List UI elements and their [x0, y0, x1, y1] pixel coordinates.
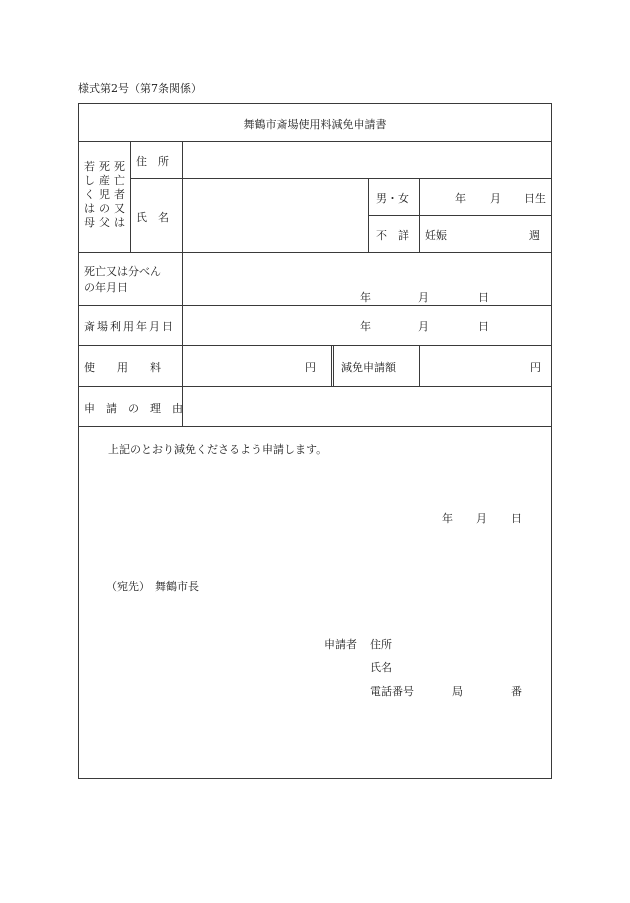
divider — [78, 426, 552, 427]
deceased-label-col — [82, 160, 97, 230]
form-number: 様式第2号（第7条関係） — [78, 82, 202, 95]
deceased-label-char: 又 — [114, 202, 125, 215]
usage-date-label: 斎場利用年月日 — [84, 320, 175, 333]
divider — [78, 386, 552, 387]
addressee: 舞鶴市長 — [155, 580, 199, 593]
deceased-label-char: 若 — [84, 160, 95, 173]
address-label: 住 所 — [136, 155, 169, 168]
divider — [78, 305, 552, 306]
deceased-label-col — [112, 160, 127, 230]
divider — [368, 215, 552, 216]
divider — [78, 345, 552, 346]
death-day: 日 — [478, 291, 489, 304]
applicant-address-label: 住所 — [370, 638, 392, 651]
declaration-month: 月 — [476, 512, 487, 525]
birth-day: 日生 — [524, 192, 546, 205]
deceased-label-char: は — [114, 216, 125, 229]
declaration-statement: 上記のとおり減免くださるよう申請します。 — [108, 443, 328, 456]
divider — [331, 345, 332, 386]
death-month: 月 — [418, 291, 429, 304]
form-title: 舞鶴市斎場使用料減免申請書 — [243, 118, 387, 131]
reduction-unit: 円 — [530, 361, 541, 374]
phone-exchange-label: 局 — [452, 685, 463, 698]
divider — [78, 141, 552, 142]
divider — [419, 178, 420, 252]
unknown-label: 不 詳 — [376, 229, 409, 242]
declaration-year: 年 — [442, 512, 453, 525]
deceased-label-col — [97, 160, 112, 230]
divider — [130, 178, 552, 179]
divider — [368, 178, 369, 252]
deceased-label-char: 産 — [99, 174, 110, 187]
divider — [333, 345, 334, 386]
deceased-label-char: 亡 — [114, 174, 125, 187]
phone-number-label: 番 — [511, 685, 522, 698]
divider — [130, 141, 131, 252]
sex-label: 男・女 — [376, 192, 409, 205]
fee-unit: 円 — [305, 361, 316, 374]
death-date-label: 死亡又は分べん — [84, 265, 161, 278]
deceased-label-char: し — [84, 174, 95, 187]
deceased-label-char: は — [84, 202, 95, 215]
deceased-label-char: 父 — [99, 216, 110, 229]
fee-label: 使 用 料 — [84, 361, 161, 374]
applicant-phone-label: 電話番号 — [370, 685, 414, 698]
weeks-label: 週 — [529, 229, 540, 242]
deceased-label-char: の — [99, 202, 110, 215]
deceased-group-label — [83, 160, 127, 235]
divider — [182, 141, 183, 426]
deceased-label-char: 母 — [84, 216, 95, 229]
addressee-prefix: （宛先） — [106, 580, 150, 593]
death-year: 年 — [360, 291, 371, 304]
divider — [419, 345, 420, 386]
deceased-label-char: 死 — [99, 160, 110, 173]
name-label: 氏 名 — [136, 211, 169, 224]
birth-month: 月 — [490, 192, 501, 205]
applicant-name-label: 氏名 — [370, 661, 392, 674]
death-date-label-2: の年月日 — [84, 281, 128, 294]
usage-month: 月 — [418, 320, 429, 333]
deceased-label-char: 児 — [99, 188, 110, 201]
deceased-label-char: 者 — [114, 188, 125, 201]
divider — [78, 252, 552, 253]
applicant-label: 申請者 — [324, 638, 357, 651]
birth-year: 年 — [455, 192, 466, 205]
declaration-day: 日 — [511, 512, 522, 525]
pregnancy-label: 妊娠 — [425, 229, 447, 242]
deceased-label-char: く — [84, 188, 95, 201]
reason-label: 申 請 の 理 由 — [84, 402, 183, 415]
deceased-label-char: 死 — [114, 160, 125, 173]
usage-day: 日 — [478, 320, 489, 333]
usage-year: 年 — [360, 320, 371, 333]
reduction-label: 減免申請額 — [341, 361, 396, 374]
